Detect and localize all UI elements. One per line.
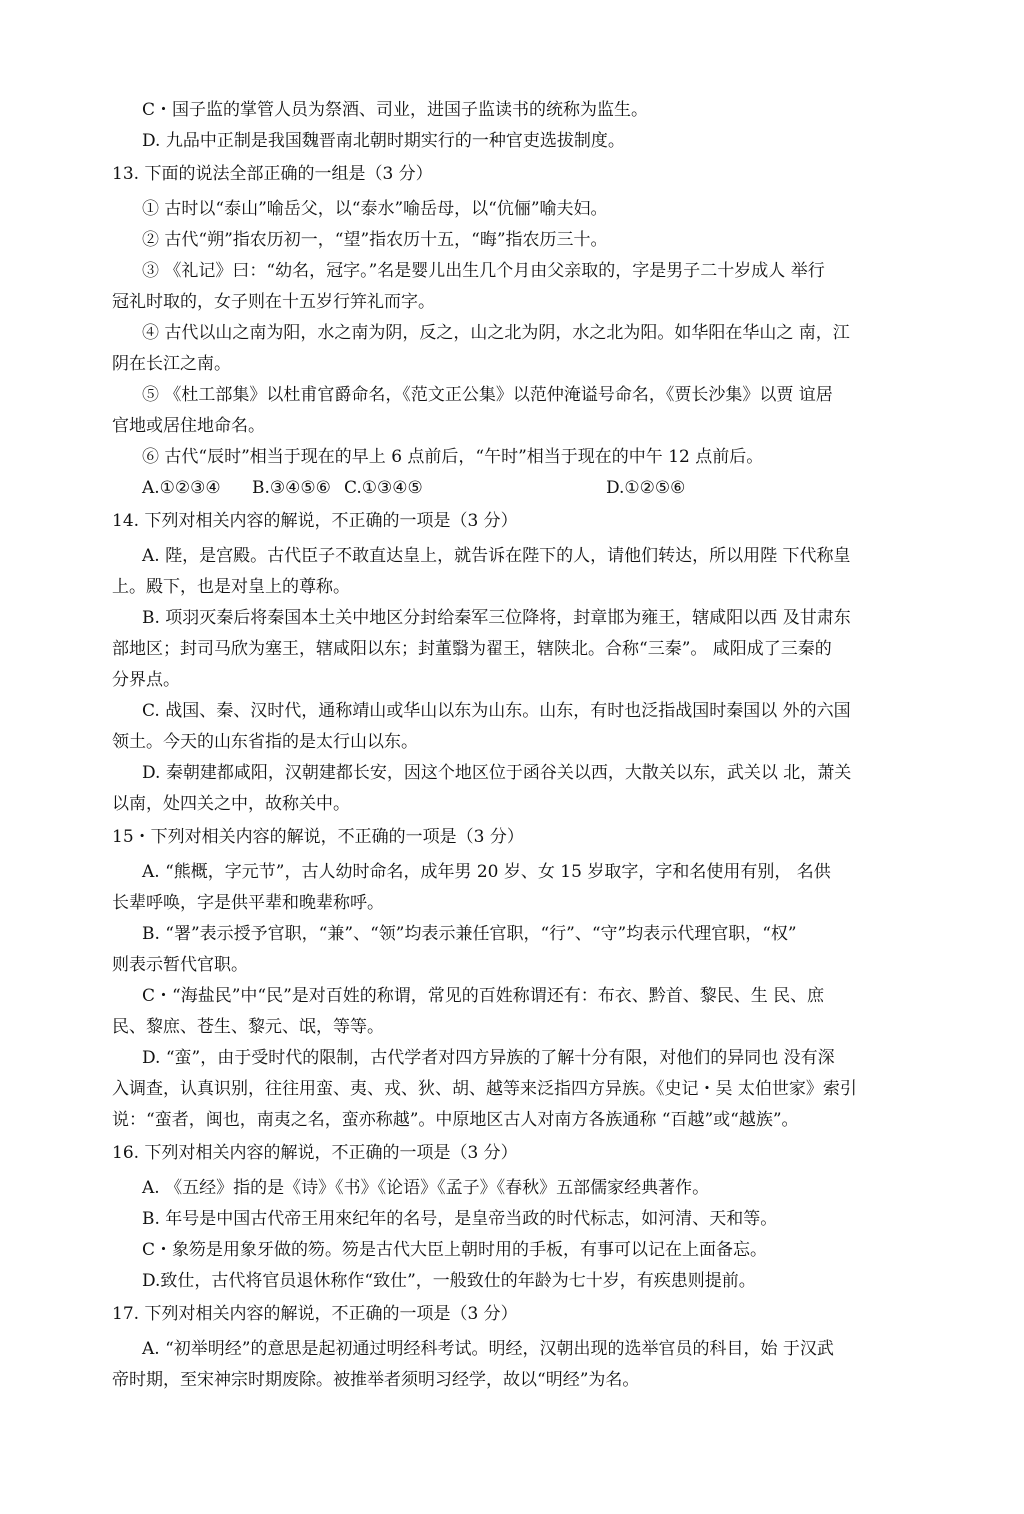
q15-option-b: B. “署”表示授予官职，“兼”、“领”均表示兼任官职，“行”、“守”均表示代理官职，“权” [142, 924, 797, 944]
question-16-title: 16. 下列对相关内容的解说，不正确的一项是（3 分） [112, 1143, 518, 1163]
q15-option-c: C・“海盐民”中“民”是对百姓的称谓，常见的百姓称谓还有：布衣、黔首、黎民、生 民、庶 [142, 986, 825, 1006]
q15-option-a-cont: 长辈呼唤，字是供平辈和晚辈称呼。 [112, 893, 384, 913]
q14-option-a-cont: 上。殿下，也是对皇上的尊称。 [112, 577, 350, 597]
q16-option-b: B. 年号是中国古代帝王用來纪年的名号，是皇帝当政的时代标志，如河清、天和等。 [142, 1209, 778, 1229]
q13-option-a: A.①②③④ [142, 478, 221, 498]
question-17-title: 17. 下列对相关内容的解说，不正确的一项是（3 分） [112, 1304, 518, 1324]
q17-option-a-cont: 帝时期，至宋神宗时期废除。被推举者须明习经学，故以“明经”为名。 [112, 1370, 640, 1390]
question-15-title: 15・下列对相关内容的解说，不正确的一项是（3 分） [112, 827, 524, 847]
q13-item-1: ① 古时以“泰山”喻岳父，以“泰水”喻岳母，以“伉俪”喻夫妇。 [142, 199, 608, 219]
q13-option-d: D.①②⑤⑥ [606, 478, 686, 498]
q13-item-4-cont: 阴在长江之南。 [112, 354, 231, 374]
question-14-title: 14. 下列对相关内容的解说，不正确的一项是（3 分） [112, 511, 518, 531]
question-13-title: 13. 下面的说法全部正确的一组是（3 分） [112, 164, 433, 184]
q13-item-5: ⑤ 《杜工部集》以杜甫官爵命名，《范文正公集》以范仲淹谥号命名，《贾长沙集》以贾 谊居 [142, 385, 833, 405]
q13-option-b: B.③④⑤⑥ [252, 478, 331, 498]
q14-option-c-cont: 领土。今天的山东省指的是太行山以东。 [112, 732, 418, 752]
q14-option-a: A. 陛，是宫殿。古代臣子不敢直达皇上，就告诉在陛下的人，请他们转达，所以用陛 下代称皇 [142, 546, 851, 566]
q14-option-b: B. 项羽灭秦后将秦国本土关中地区分封给秦军三位降将，封章邯为雍王，辖咸阳以西 及甘肃东 [142, 608, 851, 628]
q15-option-d-cont2: 说：“蛮者，闽也，南夷之名，蛮亦称越”。中原地区古人对南方各族通称 “百越”或“越族”。 [112, 1110, 799, 1130]
q13-item-3: ③ 《礼记》曰：“幼名，冠字。”名是婴儿出生几个月由父亲取的，字是男子二十岁成人 举行 [142, 261, 825, 281]
q14-option-d: D. 秦朝建都咸阳，汉朝建都长安，因这个地区位于函谷关以西，大散关以东，武关以 北，萧关 [142, 763, 852, 783]
q13-item-2: ② 古代“朔”指农历初一，“望”指农历十五，“晦”指农历三十。 [142, 230, 608, 250]
q13-item-3-cont: 冠礼时取的，女子则在十五岁行笄礼而字。 [112, 292, 435, 312]
q16-option-c: C・象笏是用象牙做的笏。笏是古代大臣上朝时用的手板，有事可以记在上面备忘。 [142, 1240, 768, 1260]
q16-option-a: A. 《五经》指的是《诗》《书》《论语》《孟子》《春秋》五部儒家经典著作。 [142, 1178, 710, 1198]
q14-option-d-cont: 以南，处四关之中，故称关中。 [112, 794, 350, 814]
q14-option-b-cont: 部地区；封司马欣为塞王，辖咸阳以东；封董翳为翟王，辖陕北。合称“三秦”。 咸阳成了三秦的 [112, 639, 832, 659]
q15-option-d: D. “蛮”，由于受时代的限制，古代学者对四方异族的了解十分有限，对他们的异同也 没有深 [142, 1048, 835, 1068]
q13-option-c: C.①③④⑤ [344, 478, 423, 498]
q14-option-b-cont2: 分界点。 [112, 670, 180, 690]
q13-item-4: ④ 古代以山之南为阳，水之南为阴，反之，山之北为阴，水之北为阳。如华阳在华山之 南，江 [142, 323, 850, 343]
q15-option-c-cont: 民、黎庶、苍生、黎元、氓，等等。 [112, 1017, 384, 1037]
q13-item-6: ⑥ 古代“辰时”相当于现在的早上 6 点前后，“午时”相当于现在的中午 12 点前后。 [142, 447, 764, 467]
q13-item-5-cont: 官地或居住地命名。 [112, 416, 265, 436]
q13-options [112, 473, 914, 504]
q12-option-c: C・国子监的掌管人员为祭酒、司业，进国子监读书的统称为监生。 [142, 100, 649, 120]
q15-option-a: A. “熊概，字元节”，古人幼时命名，成年男 20 岁、女 15 岁取字，字和名使用有别， 名供 [142, 862, 831, 882]
q16-option-d: D.致仕，古代将官员退休称作“致仕”，一般致仕的年龄为七十岁，有疾患则提前。 [142, 1271, 756, 1291]
q14-option-c: C. 战国、秦、汉时代，通称靖山或华山以东为山东。山东，有时也泛指战国时秦国以 外的六国 [142, 701, 851, 721]
q12-option-d: D. 九品中正制是我国魏晋南北朝时期实行的一种官吏选拔制度。 [142, 131, 625, 151]
q15-option-d-cont: 入调查，认真识别，往往用蛮、夷、戎、狄、胡、越等来泛指四方异族。《史记・吴 太伯世家》索引 [112, 1079, 857, 1099]
q15-option-b-cont: 则表示暂代官职。 [112, 955, 248, 975]
q17-option-a: A. “初举明经”的意思是起初通过明经科考试。明经，汉朝出现的选举官员的科目，始 于汉武 [142, 1339, 834, 1359]
